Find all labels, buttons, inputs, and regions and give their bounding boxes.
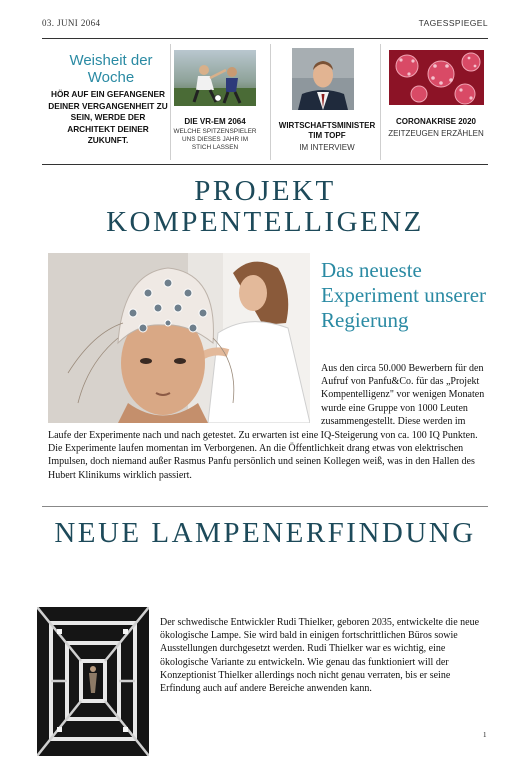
corona-subline: ZEITZEUGEN ERZÄHLEN <box>388 129 484 138</box>
teaser-divider <box>380 44 381 160</box>
article1-body-continued: Laufe der Experimente nach und nach getestet. Zu erwarten ist eine IQ-Steigerung von ca. 100 IQ Punkten. Die Experimente laufen momentan im Verborgenen. An die Öffentlichkeit drang etwas von elektrischen Impulsen, doch niemand außer Rasmus Panfu persönlich und seinen Kollegen weiß, was in den Hallen des Hubert Klinikums wirklich passiert. <box>48 430 478 481</box>
article2-title: NEUE LAMPENERFINDUNG <box>54 517 476 549</box>
section-divider <box>42 506 488 507</box>
issue-date: 03. JUNI 2064 <box>42 18 101 28</box>
lamp-structure-image <box>37 607 149 756</box>
corona-headline[interactable]: CORONAKRISE 2020 <box>395 117 477 126</box>
minister-portrait[interactable] <box>292 48 354 110</box>
article1-subhead: Das neueste Experiment unserer Regierung <box>321 258 487 332</box>
weisheit-title: Weisheit der Woche <box>69 52 153 86</box>
minister-subline: IM INTERVIEW <box>299 143 355 152</box>
vr-em-subline: WELCHE SPITZENSPIELER UNS DIESES JAHR IM STICH LASSEN <box>173 128 257 151</box>
header-rule <box>42 38 488 39</box>
article2-body: Der schwedische Entwickler Rudi Thielker, geboren 2035, entwickelte die neue ökologische Lampe. Sie wird bald in einigen fortschrittlichen Büros sowie Ausstellungen durchgesetzt werden. Rudi Thielker war es wichtig, eine ökologische Variante zu entwickeln. Wie genau das funktioniert will der Konzeptionist Thielker allerdings noch nicht genau verraten, bis er seine Erfindung auch auf andere Bereiche anwenden kann. <box>160 617 480 695</box>
vr-em-headline[interactable]: DIE VR-EM 2064 <box>184 117 246 126</box>
teaser-divider <box>170 44 171 160</box>
teaser-divider <box>270 44 271 160</box>
virus-image[interactable] <box>389 50 484 105</box>
eeg-experiment-image <box>48 253 310 423</box>
vr-em-image[interactable] <box>174 50 256 106</box>
page-number: 1 <box>483 731 487 739</box>
article1-body-column: Aus den circa 50.000 Bewerbern für den Aufruf von Panfu&Co. für das „Projekt Kompentelligenz" vor wenigen Monaten wurde eine Gruppe von 1000 Leuten zusammengestellt. Diese werden im <box>321 363 485 427</box>
weisheit-quote: HÖR AUF EIN GEFANGENER DEINER VERGANGENHEIT ZU SEIN, WERDE DER ARCHITEKT DEINER ZUKUNFT. <box>48 89 168 145</box>
minister-headline[interactable]: WIRTSCHAFTSMINISTER TIM TOPF <box>278 121 376 140</box>
publication-name: TAGESSPIEGEL <box>418 18 488 28</box>
teaser-bottom-rule <box>42 164 488 165</box>
article1-title: PROJEKT KOMPENTELLIGENZ <box>106 175 424 238</box>
